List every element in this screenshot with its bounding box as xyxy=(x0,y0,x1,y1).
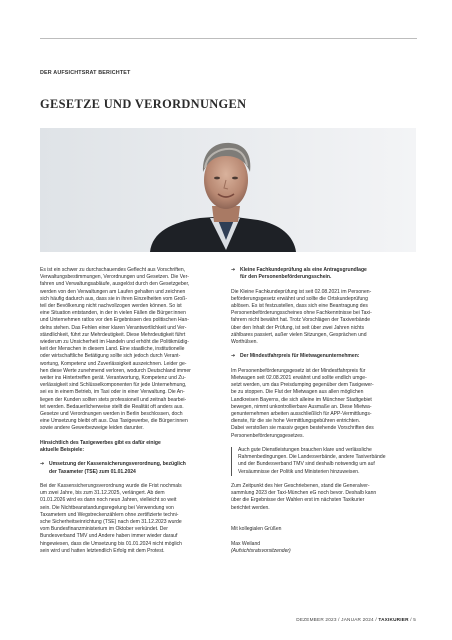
text-line: zählbares passiert, außer vielen Sitzungen, Gesprächen und xyxy=(231,331,367,338)
text-line: sowie andere Gewerbezweige leiden darunter. xyxy=(40,425,144,432)
text-line: über den Inhalt der Prüfung, ist seit über zwei Jahren nichts xyxy=(231,324,364,331)
text-line: Dabei verstoßen sie massiv gegen bestehende Vorschriften des xyxy=(231,425,374,432)
text-line: setzt werden, um das Preisdumping gegenüber dem Taxigewer- xyxy=(231,382,374,389)
text-line: Personenbeförderungsgesetzes. xyxy=(231,432,304,439)
text-line: ablösen. Es ist festzustellen, dass sich eine Beantragung des xyxy=(231,303,368,309)
left-column xyxy=(40,267,213,555)
text-line: und der Bundesverband TMV sind deshalb notwendig um auf xyxy=(238,461,375,468)
text-line: wortung, Kompetenz und Zuverlässigkeit auszeichnen. Leider ge- xyxy=(40,360,187,367)
text-line: Gesetze und Verordnungen werden in Berlin beschlossen, doch xyxy=(40,411,183,418)
section-kicker: DER AUFSICHTSRAT BERICHTET xyxy=(40,70,131,76)
text-line: keit der Menschen in diesem Land. Eine staatliche, institutionelle xyxy=(40,346,185,353)
text-line: Im Personenbeförderungsgesetz ist der Mindestfahrpreis für xyxy=(231,367,366,374)
text-line: sche Sicherheitseinrichtung (TSE) nach dem 31.12.2023 wurde xyxy=(40,519,182,526)
bullet-heading-line: Umsetzung der Kassensicherungsverordnung, bezüglich xyxy=(49,461,186,468)
text-line: teil der Bevölkerung nicht nachvollzogen werden können. So ist xyxy=(40,303,182,310)
text-line: und Unternehmen ratlos vor den Ergebnissen des politischen Han- xyxy=(40,317,189,324)
text-line: be zu stoppen. Die Flut der Mietwagen aus allen möglichen xyxy=(231,389,364,396)
text-line: Mietwagen seit 02.08.2021 erwähnt und sollte endlich umge- xyxy=(231,375,367,381)
text-line: hen diese Werte zunehmend verloren, wodurch Deutschland immer xyxy=(40,367,191,374)
mindestfahrpreis-paragraph xyxy=(231,368,417,440)
text-line: verlässigkeit sind Schlüsselkomponenten für jede Unternehmung, xyxy=(40,382,187,389)
kassensicherung-paragraph xyxy=(40,483,213,555)
text-line: eine Umsetzung bleibt oft aus. Das Taxigewerbe, die Bürger:innen xyxy=(40,418,188,425)
text-line: 01.01.2026 wird es dann noch neun Jahren, vielleicht so weit xyxy=(40,497,177,504)
text-line: Bundesverband TMV und Andere haben immer wieder darauf xyxy=(40,533,178,540)
text-line: sein. Die Nichtbeanstandungsregelung bei Verwendung von xyxy=(40,504,174,511)
closing-paragraph xyxy=(231,483,417,512)
text-line: sammlung 2023 der Taxi-München eG noch bevor. Deshalb kann xyxy=(231,490,377,497)
text-line: Worthülsen. xyxy=(231,339,258,346)
text-line: Es ist ein schwer zu durchschauendes Geflecht aus Vorschriften, xyxy=(40,267,186,273)
bullet-mindestfahrpreis xyxy=(231,353,417,360)
signature-name: Max Weiland xyxy=(231,540,261,547)
text-line: Taxametern und Wegstreckenzählern ohne zertifizierte techni- xyxy=(40,511,179,518)
bullet-heading-line: der Taxameter (TSE) zum 01.01.2024 xyxy=(49,468,136,475)
text-line: genunternehmen arbeiten ausschließlich für APP-Vermittlungs- xyxy=(231,411,372,418)
text-line: werden von den Verwaltungen am Laufen gehalten und zeichnen xyxy=(40,288,186,295)
text-line: ständlichkeit, führt zur Mehrdeutigkeit. Diese Mehrdeutigkeit führt xyxy=(40,331,186,338)
signature-role: (Aufsichtsratsvorsitzender) xyxy=(231,547,291,554)
text-line: bewegen, nimmt unkontrollierbare Ausmaße an. Diese Mietwa- xyxy=(231,403,372,410)
text-line: aktuelle Beispiele: xyxy=(40,447,85,454)
arrow-right-icon: ➔ xyxy=(231,353,236,360)
portrait-illustration xyxy=(40,128,416,252)
text-line: wiederum zu Unsicherheit im Handeln und erhöht die Politikmüdig- xyxy=(40,339,189,346)
page-number: / 5 xyxy=(410,617,416,622)
bullet-kassensicherung xyxy=(40,461,213,475)
highlight-quote xyxy=(231,447,417,476)
right-column xyxy=(231,267,417,555)
bullet-heading-line: Kleine Fachkundeprüfung als eine Antragsgrundlage xyxy=(240,267,367,273)
text-line: Auch gute Dienstleistungen brauchen klare und verlässliche xyxy=(238,447,372,454)
text-line: liegen der Kunden sollten stets professionell und zeitnah bearbei- xyxy=(40,396,187,403)
bullet-heading-line: Der Mindestfahrpreis für Mietwagenunternehmen: xyxy=(240,353,360,360)
arrow-right-icon: ➔ xyxy=(40,461,45,468)
text-line: hingewiesen, dass die Umsetzung bis 01.01.2024 nicht möglich xyxy=(40,540,182,547)
text-line: tet werden. Bedauerlicherweise stellt die Realität oft anders aus. xyxy=(40,403,184,410)
text-line: Hinsichtlich des Taxigewerbes gibt es dafür einige xyxy=(40,439,161,446)
arrow-right-icon: ➔ xyxy=(231,267,236,273)
text-line: weiter ins Hintertreffen gerät. Verantwortung, Kompetenz und Zu- xyxy=(40,375,186,382)
text-line: Versäumnisse der Politik und Ministerien hinzuweisen. xyxy=(238,468,360,475)
bullet-heading-line: für den Personenbeförderungsschein. xyxy=(240,274,332,281)
top-rule xyxy=(40,38,417,39)
text-line: Landkreisen Bayerns, die sich alleine im Münchner Stadtgebiet xyxy=(231,396,372,403)
text-line: beförderungsgesetz erwähnt und sollte die Ortskundeprüfung xyxy=(231,295,368,302)
text-line: sein wird und hatten letztendlich Erfolg mit dem Protest. xyxy=(40,547,165,554)
text-line: oder wirtschaftliche Betätigung sollte sich jedoch durch Verant- xyxy=(40,353,181,360)
text-line: Die Kleine Fachkundeprüfung ist seit 02.08.2021 im Personen- xyxy=(231,288,372,295)
text-line: sich häufig dadurch aus, dass sie in ihren Einzelheiten vom Groß- xyxy=(40,295,187,302)
text-line: delns stehen. Das Fehlen einer klaren Verantwortlichkeit und Ver- xyxy=(40,324,187,331)
text-line: Personenbeförderungsscheines ohne Fachkenntnisse bei Taxi- xyxy=(231,310,372,317)
footer-magazine: TAXIKURIER xyxy=(378,617,409,622)
text-line: vom Bundesfinanzministerium im Oktober verkündet. Der xyxy=(40,526,168,533)
page-footer xyxy=(296,617,416,622)
page-title: GESETZE UND VERORDNUNGEN xyxy=(40,97,247,111)
intro-paragraph xyxy=(40,267,213,433)
text-line: sei es in einem Betrieb, im Taxi oder in einer Verwaltung. Die An- xyxy=(40,389,185,396)
text-line: um zwei Jahre, bis zum 31.12.2025, verlängert. Ab dem xyxy=(40,490,165,497)
examples-heading xyxy=(40,440,213,454)
text-line: über die Ergebnisse der Wahlen erst im nächsten Taxikurier xyxy=(231,497,365,504)
text-line: Verwaltungsbestimmungen, Verordnungen und Gesetzen. Die Ver- xyxy=(40,274,189,281)
text-line: fahrern nicht bewährt hat. Trotz Vorschlägen der Taxiverbände xyxy=(231,317,371,324)
fachkunde-paragraph xyxy=(231,289,417,347)
bullet-fachkundepruefung xyxy=(231,267,417,281)
text-line: berichtet werden. xyxy=(231,504,270,511)
text-line: Bei der Kassensicherungsverordnung wurde die Frist nochmals xyxy=(40,483,182,490)
text-line: Rahmenbedingungen. Die Landesverbände, andere Taxiverbände xyxy=(238,454,386,461)
footer-issue: DEZEMBER 2023 / JANUAR 2024 / xyxy=(296,617,377,622)
text-line: eine Situation entstanden, in der in vielen Fällen die Bürger:innen xyxy=(40,310,186,317)
text-line: dienste, für die sie hohe Vermittlungsgebühren entrichten. xyxy=(231,418,361,425)
portrait-photo xyxy=(40,128,416,252)
greeting: Mit kollegialen Grüßen xyxy=(231,526,282,533)
text-line: Zum Zeitpunkt des hier Geschriebenen, stand die Generalver- xyxy=(231,483,370,490)
text-line: fahren und Verwaltungsabläufe, ausgelöst durch den Gesetzgeber, xyxy=(40,281,190,288)
